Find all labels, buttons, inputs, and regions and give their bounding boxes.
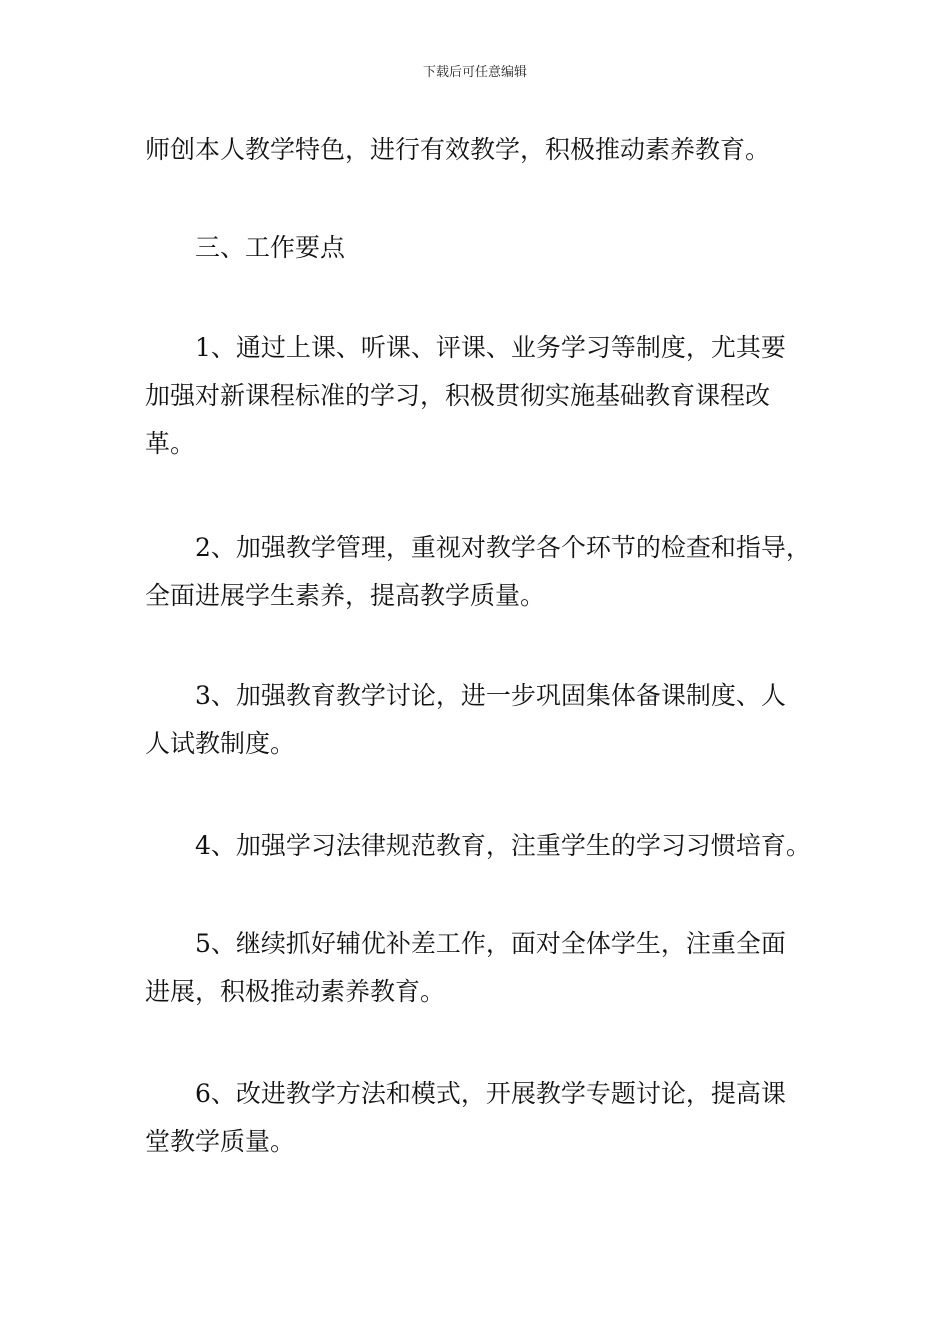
list-item-4 [145, 822, 825, 870]
paragraph-line: 5、继续抓好辅优补差工作，面对全体学生，注重全面 [195, 929, 786, 958]
list-item-5 [145, 920, 825, 1016]
list-item-1 [145, 324, 825, 468]
page-header: 下载后可任意编辑 [422, 65, 527, 80]
list-item-6 [145, 1070, 825, 1166]
list-item-3 [145, 672, 825, 768]
paragraph-line: 1、通过上课、听课、评课、业务学习等制度，尤其要 [195, 333, 786, 362]
paragraph-line: 堂教学质量。 [145, 1127, 296, 1156]
paragraph-line: 革。 [145, 429, 196, 458]
paragraph-line: 全面进展学生素养，提高教学质量。 [145, 581, 546, 610]
paragraph-line: 进展，积极推动素养教育。 [145, 977, 446, 1006]
paragraph-line: 人试教制度。 [145, 729, 296, 758]
paragraph-line: 师创本人教学特色，进行有效教学，积极推动素养教育。 [145, 135, 771, 164]
paragraph-line: 6、改进教学方法和模式，开展教学专题讨论，提高课 [195, 1079, 786, 1108]
paragraph-line: 4、加强学习法律规范教育，注重学生的学习习惯培育。 [195, 831, 811, 860]
paragraph-line: 加强对新课程标准的学习，积极贯彻实施基础教育课程改 [145, 381, 771, 410]
paragraph-continuation [145, 126, 825, 174]
section-heading [145, 224, 825, 272]
paragraph-line: 3、加强教育教学讨论，进一步巩固集体备课制度、人 [195, 681, 786, 710]
list-item-2 [145, 524, 825, 620]
section-heading-text: 三、工作要点 [195, 233, 346, 262]
paragraph-line: 2、加强教学管理，重视对教学各个环节的检查和指导， [195, 533, 811, 562]
